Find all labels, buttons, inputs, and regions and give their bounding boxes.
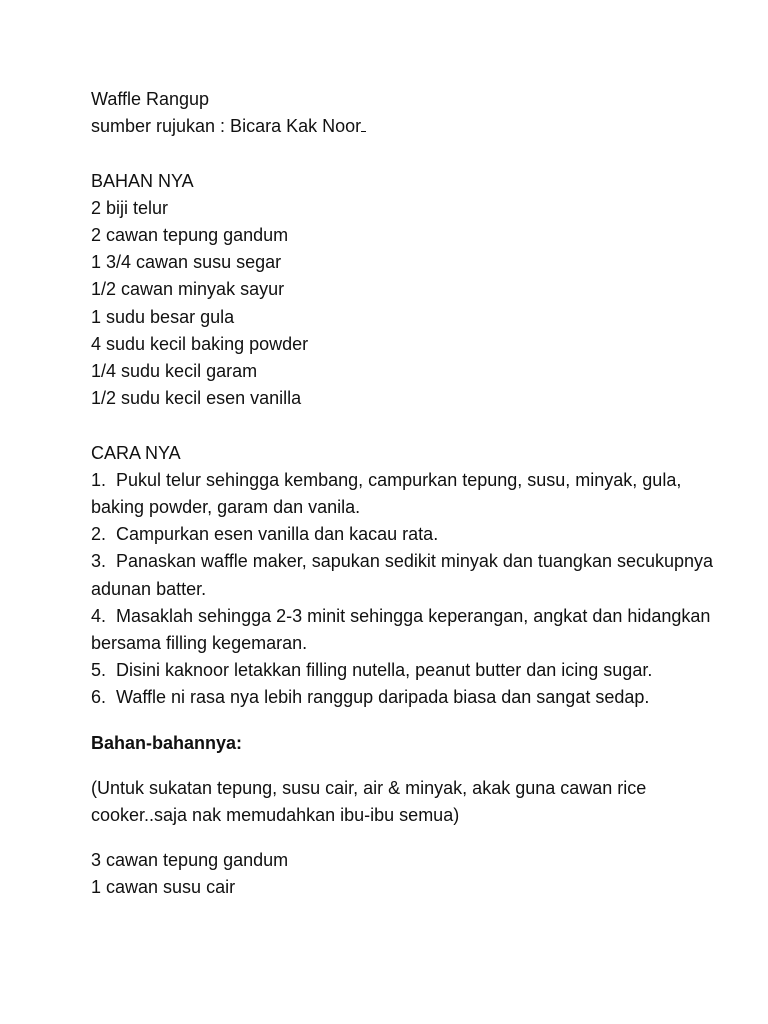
spacer bbox=[91, 712, 731, 730]
method-step bbox=[91, 521, 731, 548]
step-text: Disini kaknoor letakkan filling nutella, peanut butter dan icing sugar. bbox=[116, 660, 653, 681]
ingredient-item: 1/2 sudu kecil esen vanilla bbox=[91, 388, 302, 409]
ingredient-item: 1/4 sudu kecil garam bbox=[91, 361, 258, 382]
step-number: 4. bbox=[91, 605, 107, 626]
ingredient-item: 2 cawan tepung gandum bbox=[91, 225, 289, 245]
step-text: Masaklah sehingga 2-3 minit sehingga keperangan, angkat dan hidangkan bersama filling kegemaran. bbox=[91, 605, 711, 654]
ingredient-item: 1 3/4 cawan susu segar bbox=[91, 252, 282, 273]
ingredient-item: 1/2 cawan minyak sayur bbox=[91, 279, 285, 300]
spacer bbox=[91, 140, 731, 167]
ingredients-heading: BAHAN NYA bbox=[91, 170, 194, 191]
method-step bbox=[91, 657, 731, 684]
spacer bbox=[91, 412, 731, 439]
method-steps bbox=[91, 467, 731, 712]
ingredient-item: 1 cawan susu cair bbox=[91, 877, 236, 898]
step-number: 1. bbox=[91, 469, 107, 490]
recipe-title: Waffle Rangup bbox=[91, 89, 210, 109]
step-number: 6. bbox=[91, 687, 107, 708]
measurement-note: (Untuk sukatan tepung, susu cair, air & minyak, akak guna cawan rice cooker..saja nak memudahkan ibu-ibu semua) bbox=[91, 777, 647, 826]
step-number: 3. bbox=[91, 551, 107, 572]
method-step bbox=[91, 603, 731, 657]
step-number: 5. bbox=[91, 660, 107, 681]
step-text: Pukul telur sehingga kembang, campurkan tepung, susu, minyak, gula, baking powder, garam dan vanila. bbox=[91, 469, 682, 518]
step-number: 2. bbox=[91, 524, 107, 545]
ingredient-item: 4 sudu kecil baking powder bbox=[91, 333, 309, 354]
second-ingredients-heading: Bahan-bahannya: bbox=[91, 732, 243, 753]
ingredient-item: 2 biji telur bbox=[91, 197, 169, 218]
method-step bbox=[91, 684, 731, 711]
second-ingredients-list bbox=[91, 847, 731, 901]
source-text: sumber rujukan : Bicara Kak Noor bbox=[91, 116, 362, 137]
spacer bbox=[91, 829, 731, 847]
method-step bbox=[91, 548, 731, 602]
step-text: Campurkan esen vanilla dan kacau rata. bbox=[116, 524, 439, 545]
source-line bbox=[91, 113, 731, 140]
cursor-underline bbox=[361, 113, 366, 132]
method-heading: CARA NYA bbox=[91, 442, 181, 463]
step-text: Waffle ni rasa nya lebih ranggup daripada biasa dan sangat sedap. bbox=[116, 687, 650, 708]
recipe-document bbox=[91, 86, 731, 902]
method-step bbox=[91, 467, 731, 521]
ingredient-item: 3 cawan tepung gandum bbox=[91, 850, 289, 871]
ingredient-item: 1 sudu besar gula bbox=[91, 306, 235, 327]
step-text: Panaskan waffle maker, sapukan sedikit minyak dan tuangkan secukupnya adunan batter. bbox=[91, 551, 714, 599]
ingredients-list bbox=[91, 195, 731, 413]
spacer bbox=[91, 757, 731, 775]
